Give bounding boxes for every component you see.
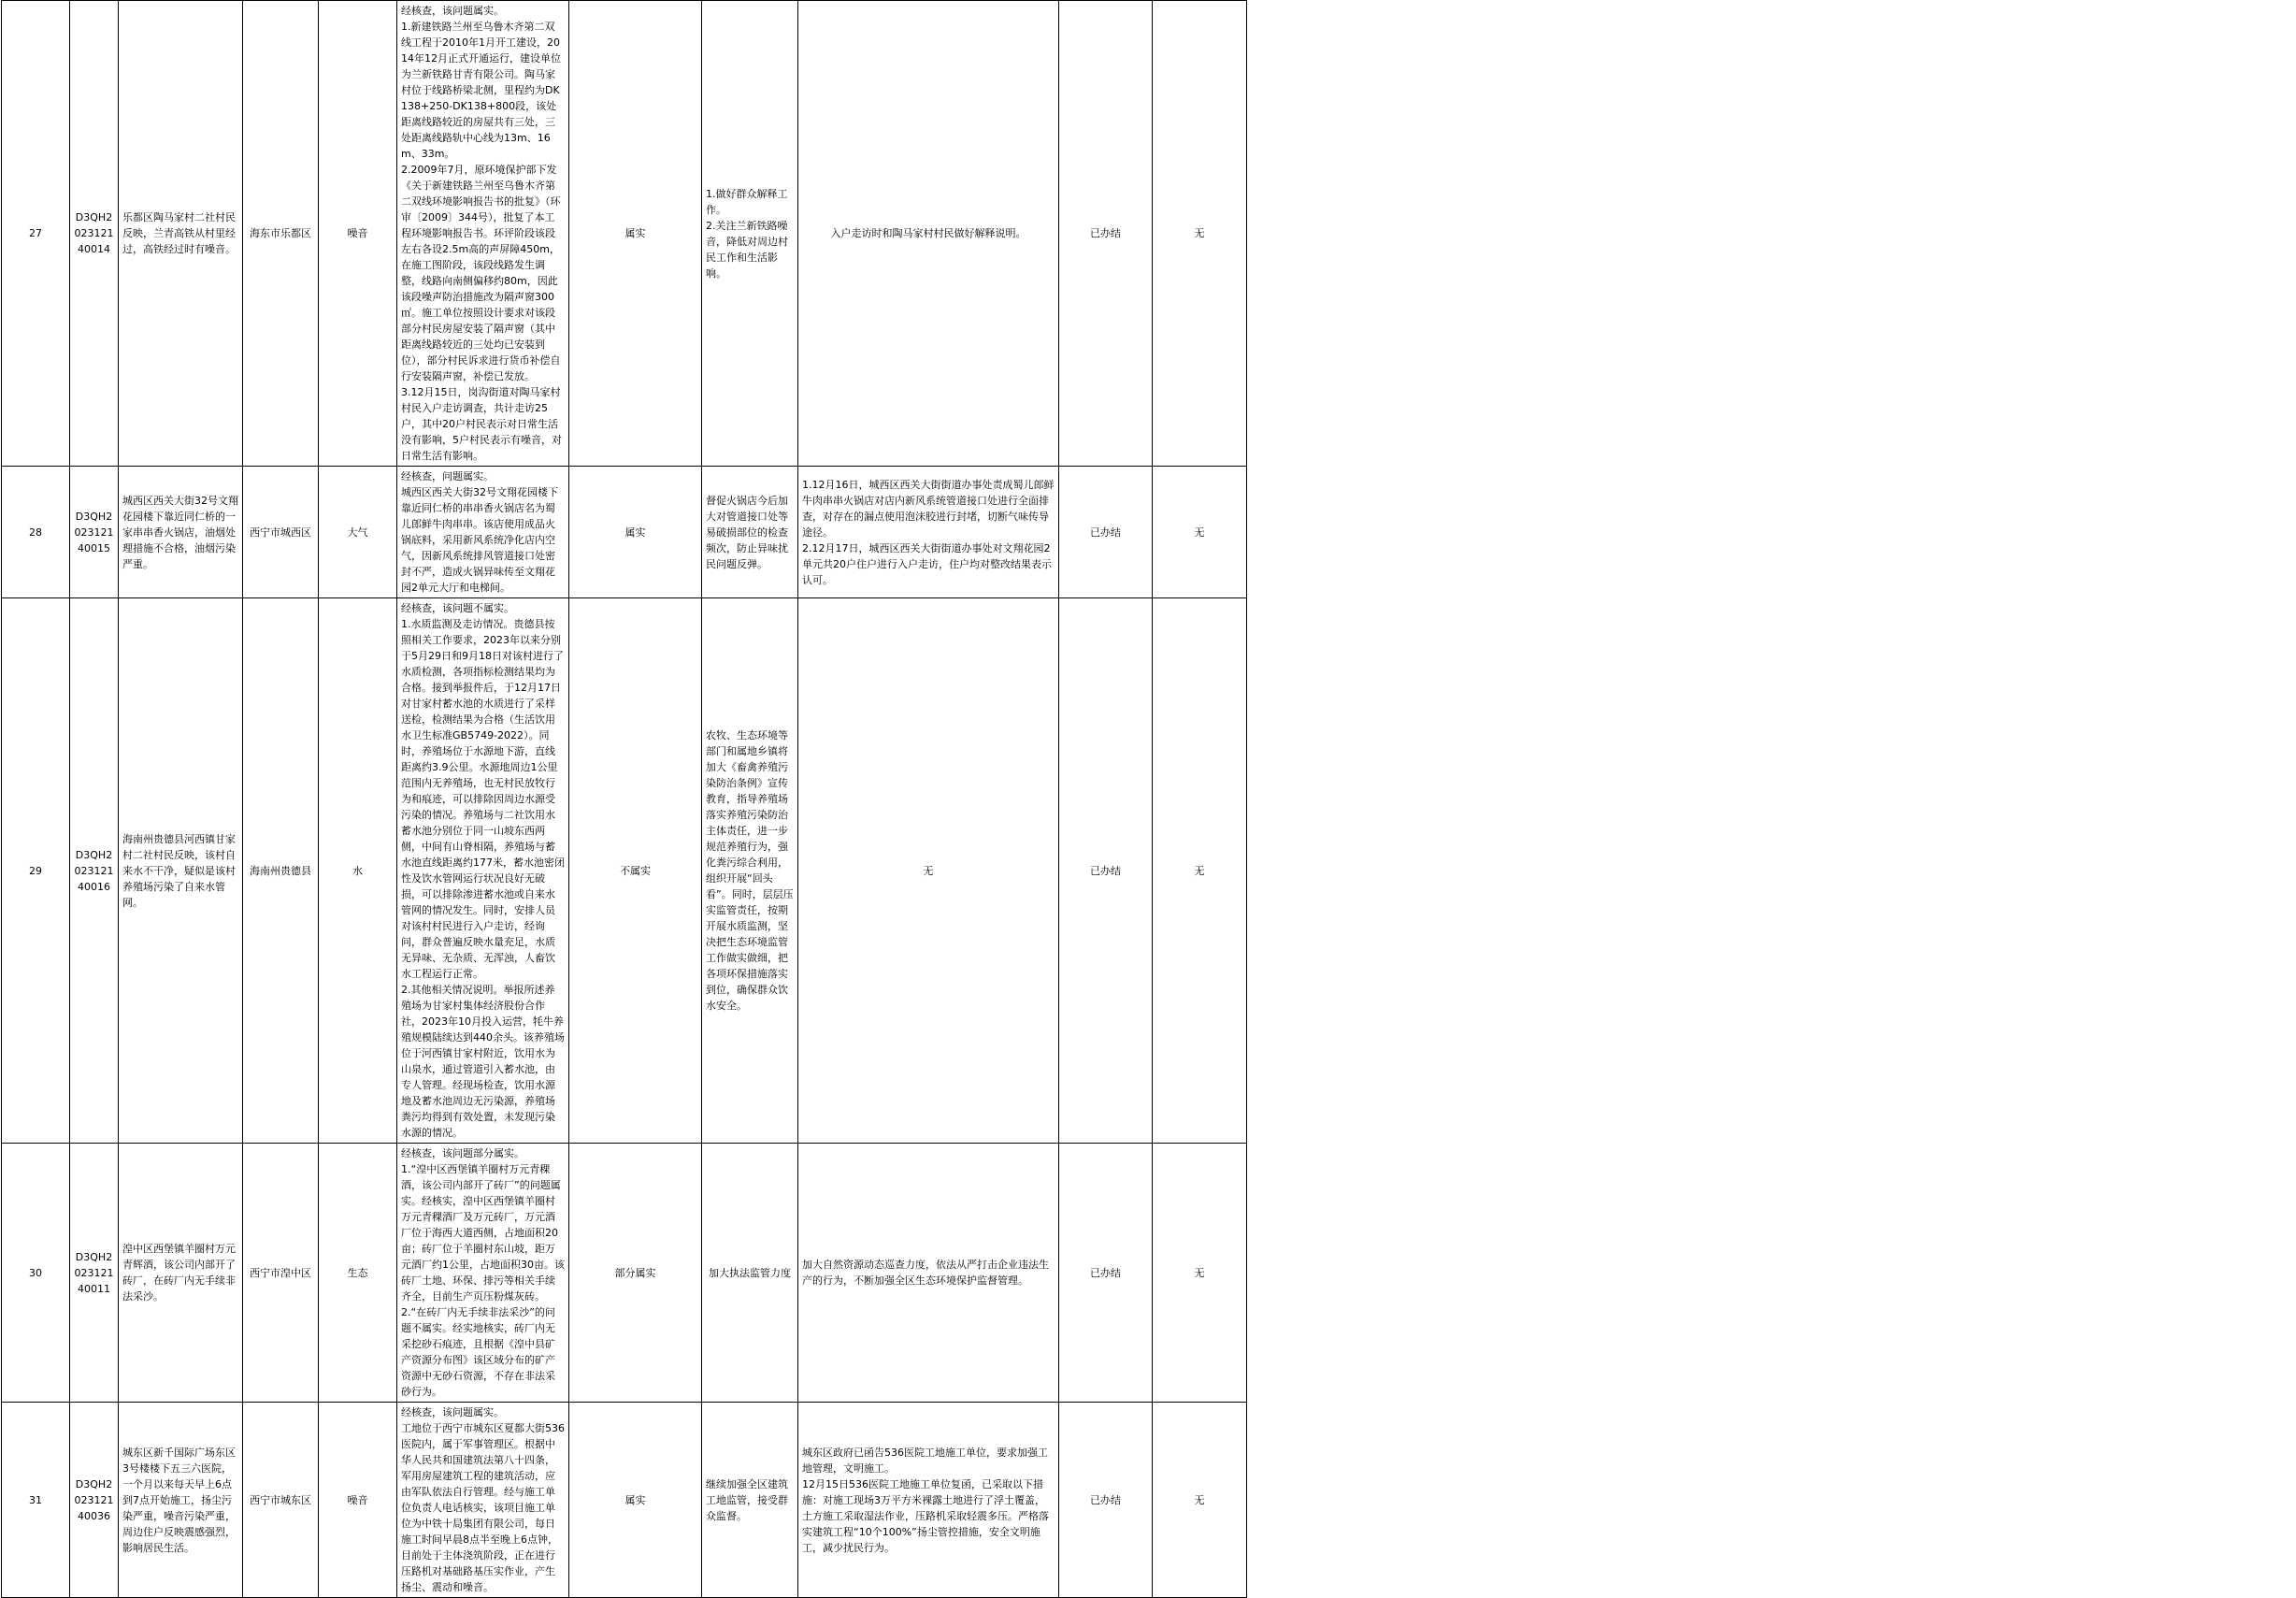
measures: 督促火锅店今后加大对管道接口处等易破损部位的检查频次，防止异味扰民问题反弹。 xyxy=(702,467,798,598)
verdict: 属实 xyxy=(569,467,702,598)
investigation-finding: 经核查，该问题属实。 工地位于西宁市城东区夏都大街536医院内，属于军事管理区。根据中华人民共和国建筑法第八十四条，军用房屋建筑工程的建筑活动，应由军队依法自行管理。经与施工单位负责人电话核实，该项目施工单位为中铁十局集团有限公司，每日施工时间早晨8点半至晚上6点钟，目前处于主体浇筑阶段，正在进行压路机对基础路基压实作业，产生扬尘、震动和噪音。 xyxy=(397,1403,569,1598)
pollution-type: 大气 xyxy=(319,467,397,598)
handling-status: 已办结 xyxy=(1059,467,1153,598)
accountability: 无 xyxy=(1153,1,1247,467)
pollution-type: 生态 xyxy=(319,1144,397,1403)
verdict: 部分属实 xyxy=(569,1144,702,1403)
verdict: 属实 xyxy=(569,1403,702,1598)
handling-status: 已办结 xyxy=(1059,1403,1153,1598)
rectification-progress: 无 xyxy=(798,598,1059,1144)
complaint-text: 乐都区陶马家村二社村民反映，兰青高铁从村里经过，高铁经过时有噪音。 xyxy=(119,1,243,467)
row-number: 29 xyxy=(2,598,70,1144)
investigation-finding: 经核查，问题属实。 城西区西关大街32号文翔花园楼下靠近同仁桥的串串香火锅店名为蜀儿郎鲜牛肉串串。该店使用成品火锅底料，采用新风系统净化店内空气，因新风系统排风管道接口处密封不严，造成火锅异味传至文翔花园2单元大厅和电梯间。 xyxy=(397,467,569,598)
pollution-type: 噪音 xyxy=(319,1403,397,1598)
complaint-text: 城西区西关大街32号文翔花园楼下靠近同仁桥的一家串串香火锅店，油烟处理措施不合格，油烟污染严重。 xyxy=(119,467,243,598)
complaint-table xyxy=(1,0,2296,1598)
handling-status: 已办结 xyxy=(1059,1,1153,467)
table-row xyxy=(2,1144,2296,1403)
complaint-text: 湟中区西堡镇羊圈村万元青辉酒，该公司内部开了砖厂，在砖厂内无手续非法采沙。 xyxy=(119,1144,243,1403)
rectification-progress: 加大自然资源动态巡查力度，依法从严打击企业违法生产的行为，不断加强全区生态环境保护监督管理。 xyxy=(798,1144,1059,1403)
region: 西宁市城西区 xyxy=(243,467,319,598)
handling-status: 已办结 xyxy=(1059,598,1153,1144)
table-row xyxy=(2,1,2296,467)
row-number: 28 xyxy=(2,467,70,598)
table-row xyxy=(2,467,2296,598)
region: 海东市乐都区 xyxy=(243,1,319,467)
pollution-type: 水 xyxy=(319,598,397,1144)
case-code: D3QH202312140036 xyxy=(70,1403,119,1598)
measures: 继续加强全区建筑工地监管，接受群众监督。 xyxy=(702,1403,798,1598)
accountability: 无 xyxy=(1153,1144,1247,1403)
region: 西宁市湟中区 xyxy=(243,1144,319,1403)
row-number: 27 xyxy=(2,1,70,467)
complaint-text: 城东区新千国际广场东区3号楼楼下五三六医院，一个月以来每天早上6点到7点开始施工，扬尘污染严重，噪音污染严重，周边住户反映震感强烈，影响居民生活。 xyxy=(119,1403,243,1598)
row-number: 31 xyxy=(2,1403,70,1598)
verdict: 属实 xyxy=(569,1,702,467)
investigation-finding: 经核查，该问题部分属实。 1.“湟中区西堡镇羊圈村万元青稞酒，该公司内部开了砖厂”的问题属实。经核实，湟中区西堡镇羊圈村万元青稞酒厂及万元砖厂，万元酒厂位于海西大道西侧，占地面积20亩；砖厂位于羊圈村东山坡，距万元酒厂约1公里，占地面积30亩。该砖厂土地、环保、排污等相关手续齐全，目前生产页压粉煤灰砖。 2.“在砖厂内无手续非法采沙”的问题不属实。经实地核实，砖厂内无采挖砂石痕迹，且根据《湟中县矿产资源分布图》该区域分布的矿产资源中无砂石资源，不存在非法采砂行为。 xyxy=(397,1144,569,1403)
accountability: 无 xyxy=(1153,467,1247,598)
case-code: D3QH202312140016 xyxy=(70,598,119,1144)
investigation-finding: 经核查，该问题不属实。 1.水质监测及走访情况。贵德县按照相关工作要求，2023年以来分别于5月29日和9月18日对该村进行了水质检测，各项指标检测结果均为合格。接到举报件后，于12月17日对甘家村蓄水池的水质进行了采样送检，检测结果为合格（生活饮用水卫生标准GB5749-2022）。同时，养殖场位于水源地下游，直线距离约3.9公里。水源地周边1公里范围内无养殖场，也无村民放牧行为和痕迹，可以排除因周边水源受污染的情况。养殖场与二社饮用水蓄水池分别位于同一山坡东西两侧，中间有山脊相隔，养殖场与蓄水池直线距离约177米，蓄水池密闭性及饮水管网运行状况良好无破损，可以排除渗进蓄水池或自来水管网的情况发生。同时，安排人员对该村村民进行入户走访，经询问，群众普遍反映水量充足，水质无异味、无杂质、无浑浊，人畜饮水工程运行正常。 2.其他相关情况说明。举报所述养殖场为甘家村集体经济股份合作社，2023年10月投入运营，牦牛养殖规模陆续达到440余头。该养殖场位于河西镇甘家村附近，饮用水为山泉水，通过管道引入蓄水池，由专人管理。经现场检查，饮用水源地及蓄水池周边无污染源，养殖场粪污均得到有效处置，未发现污染水源的情况。 xyxy=(397,598,569,1144)
measures: 1.做好群众解释工作。 2.关注兰新铁路噪音，降低对周边村民工作和生活影响。 xyxy=(702,1,798,467)
measures: 农牧、生态环境等部门和属地乡镇将加大《畜禽养殖污染防治条例》宣传教育，指导养殖场落实养殖污染防治主体责任，进一步规范养殖行为，强化粪污综合利用，组织开展“回头看”。同时，层层压实监管责任，按期开展水质监测，坚决把生态环境监管工作做实做细，把各项环保措施落实到位，确保群众饮水安全。 xyxy=(702,598,798,1144)
case-code: D3QH202312140011 xyxy=(70,1144,119,1403)
rectification-progress: 1.12月16日，城西区西关大街街道办事处责成蜀儿郎鲜牛肉串串火锅店对店内新风系统管道接口处进行全面排查，对存在的漏点使用泡沫胶进行封堵，切断气味传导途径。 2.12月17日，城西区西关大街街道办事处对文翔花园2单元共20户住户进行入户走访，住户均对整改结果表示认可。 xyxy=(798,467,1059,598)
complaint-text: 海南州贵德县河西镇甘家村二社村民反映，该村自来水不干净，疑似是该村养殖场污染了自来水管网。 xyxy=(119,598,243,1144)
table-row xyxy=(2,598,2296,1144)
rectification-progress: 入户走访时和陶马家村村民做好解释说明。 xyxy=(798,1,1059,467)
measures: 加大执法监管力度 xyxy=(702,1144,798,1403)
table-row xyxy=(2,1403,2296,1598)
investigation-finding: 经核查，该问题属实。 1.新建铁路兰州至乌鲁木齐第二双线工程于2010年1月开工建设，2014年12月正式开通运行，建设单位为兰新铁路甘青有限公司。陶马家村位于线路桥梁北侧，里程约为DK138+250-DK138+800段，该处距离线路较近的房屋共有三处，三处距离线路轨中心线为13m、16m、33m。 2.2009年7月，原环境保护部下发《关于新建铁路兰州至乌鲁木齐第二双线环境影响报告书的批复》（环审〔2009〕344号），批复了本工程环境影响报告书。环评阶段该段左右各设2.5m高的声屏障450m，在施工图阶段，该段线路发生调整，线路向南侧偏移约80m，因此该段噪声防治措施改为隔声窗300㎡。施工单位按照设计要求对该段部分村民房屋安装了隔声窗（其中距离线路较近的三处均已安装到位），部分村民诉求进行货币补偿自行安装隔声窗，补偿已发放。 3.12月15日，岗沟街道对陶马家村村民入户走访调查，共计走访25户，其中20户村民表示对日常生活没有影响，5户村民表示有噪音，对日常生活有影响。 xyxy=(397,1,569,467)
case-code: D3QH202312140015 xyxy=(70,467,119,598)
pollution-type: 噪音 xyxy=(319,1,397,467)
region: 西宁市城东区 xyxy=(243,1403,319,1598)
handling-status: 已办结 xyxy=(1059,1144,1153,1403)
verdict: 不属实 xyxy=(569,598,702,1144)
rectification-progress: 城东区政府已函告536医院工地施工单位，要求加强工地管理，文明施工。 12月15日536医院工地施工单位复函，已采取以下措施：对施工现场3万平方米裸露土地进行了浮土覆盖，土方施工采取湿法作业，压路机采取轻震多压。严格落实建筑工程“10个100%”扬尘管控措施，安全文明施工，减少扰民行为。 xyxy=(798,1403,1059,1598)
accountability: 无 xyxy=(1153,598,1247,1144)
case-code: D3QH202312140014 xyxy=(70,1,119,467)
row-number: 30 xyxy=(2,1144,70,1403)
region: 海南州贵德县 xyxy=(243,598,319,1144)
accountability: 无 xyxy=(1153,1403,1247,1598)
